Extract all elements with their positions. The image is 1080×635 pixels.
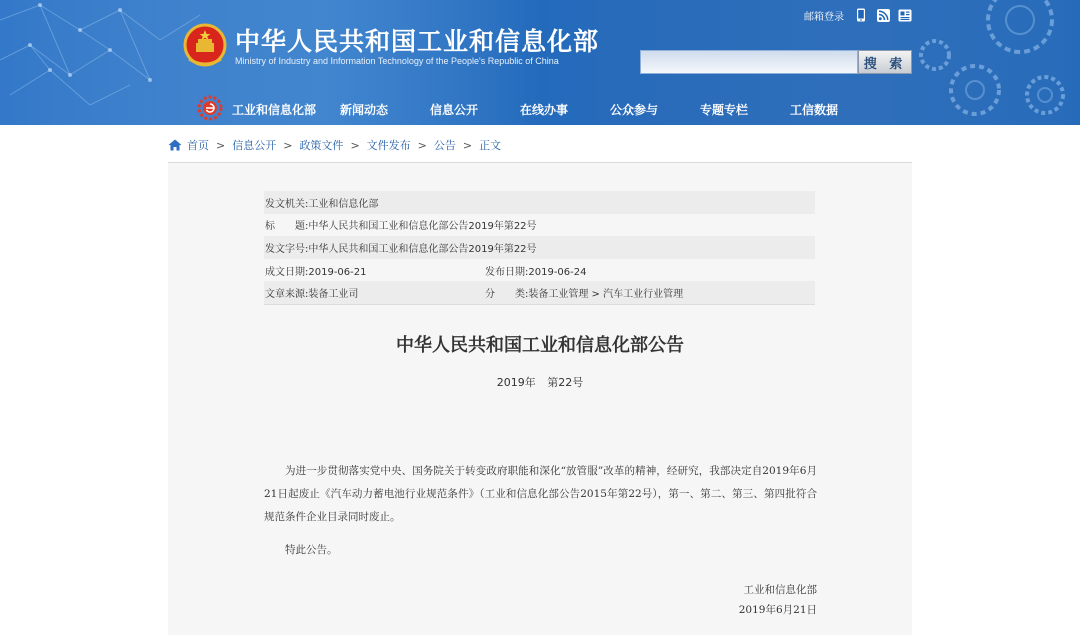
meta-label: 分 类: xyxy=(485,289,529,301)
breadcrumb-announcement[interactable]: 公告 xyxy=(433,139,456,152)
meta-created xyxy=(265,263,485,278)
mobile-icon[interactable] xyxy=(854,8,868,22)
meta-docno xyxy=(265,240,815,255)
breadcrumb-home[interactable]: 首页 xyxy=(187,139,209,152)
breadcrumb-file-release[interactable]: 文件发布 xyxy=(366,139,411,152)
meta-row-docno xyxy=(264,236,815,259)
meta-row-issuer xyxy=(264,191,815,214)
breadcrumb-info-disclosure[interactable]: 信息公开 xyxy=(232,139,277,152)
document-number: 2019年 第22号 xyxy=(496,376,584,389)
home-icon xyxy=(168,139,182,151)
meta-row-dates xyxy=(264,259,815,282)
meta-value: 装备工业司 xyxy=(308,289,359,301)
meta-row-source xyxy=(264,281,815,304)
breadcrumb-policy-files[interactable]: 政策文件 xyxy=(299,139,344,152)
site-title[interactable]: 中华人民共和国工业和信息化部 xyxy=(235,27,600,56)
nav-item-info-disclosure[interactable]: 信息公开 xyxy=(429,103,478,117)
meta-value: 2019-06-21 xyxy=(308,266,367,278)
meta-published xyxy=(485,263,705,278)
breadcrumb-separator: > xyxy=(283,138,293,152)
nav-item-industry-data[interactable]: 工信数据 xyxy=(789,103,838,117)
document-body: 为进一步贯彻落实党中央、国务院关于转变政府职能和深化“放管服”改革的精神，经研究，我部决定自2019年6月21日起废止《汽车动力蓄电池行业规范条件》（工业和信息化部公告2015年第22号），第一、第二、第三、第四批符合规范条件企业目录同时废止。 xyxy=(264,465,817,523)
meta-row-title xyxy=(264,214,815,237)
document-signer: 工业和信息化部 xyxy=(743,584,817,596)
news-icon[interactable] xyxy=(898,8,912,22)
search-input[interactable] xyxy=(640,50,858,74)
meta-value: 2019-06-24 xyxy=(528,266,587,278)
nav-item-special-topics[interactable]: 专题专栏 xyxy=(699,103,748,117)
breadcrumb xyxy=(168,136,501,154)
site-subtitle: Ministry of Industry and Information Technology of the People's Republic of China xyxy=(235,56,559,66)
meta-label: 成文日期: xyxy=(265,266,309,278)
meta-label: 发布日期: xyxy=(485,266,529,278)
search-button[interactable]: 搜 索 xyxy=(858,50,912,74)
document-metadata xyxy=(264,191,815,304)
rss-icon[interactable] xyxy=(876,8,890,22)
nav-item-ministry[interactable]: 工业和信息化部 xyxy=(231,103,316,117)
meta-category xyxy=(485,285,705,300)
breadcrumb-current[interactable]: 正文 xyxy=(479,139,502,152)
meta-label: 文章来源: xyxy=(265,289,309,301)
meta-issuer xyxy=(265,195,815,210)
site-header xyxy=(0,0,1080,125)
breadcrumb-separator: > xyxy=(350,138,360,152)
ministry-logo-icon xyxy=(197,95,223,121)
national-emblem xyxy=(183,23,227,69)
document-title: 中华人民共和国工业和信息化部公告 xyxy=(396,335,684,356)
meta-value: 工业和信息化部 xyxy=(308,198,379,210)
nav-item-public-participation[interactable]: 公众参与 xyxy=(609,103,658,117)
metadata-divider xyxy=(264,304,815,305)
main-nav xyxy=(229,99,859,121)
mail-login-link[interactable]: 邮箱登录 xyxy=(804,11,844,23)
meta-title xyxy=(265,217,815,232)
top-links xyxy=(804,7,920,23)
meta-label: 发文字号: xyxy=(265,243,309,255)
document-closing: 特此公告。 xyxy=(285,544,338,556)
meta-value: 装备工业管理 > 汽车工业行业管理 xyxy=(528,289,684,301)
nav-item-online-services[interactable]: 在线办事 xyxy=(519,103,568,117)
document-sign-date: 2019年6月21日 xyxy=(738,604,817,616)
meta-value: 中华人民共和国工业和信息化部公告2019年第22号 xyxy=(308,243,537,255)
meta-label: 标 题: xyxy=(265,221,309,233)
breadcrumb-separator: > xyxy=(417,138,427,152)
meta-label: 发文机关: xyxy=(265,198,309,210)
meta-value: 中华人民共和国工业和信息化部公告2019年第22号 xyxy=(308,221,537,233)
nav-item-news[interactable]: 新闻动态 xyxy=(339,103,388,117)
meta-source xyxy=(265,285,485,300)
breadcrumb-separator: > xyxy=(216,138,226,152)
breadcrumb-separator: > xyxy=(462,138,473,152)
